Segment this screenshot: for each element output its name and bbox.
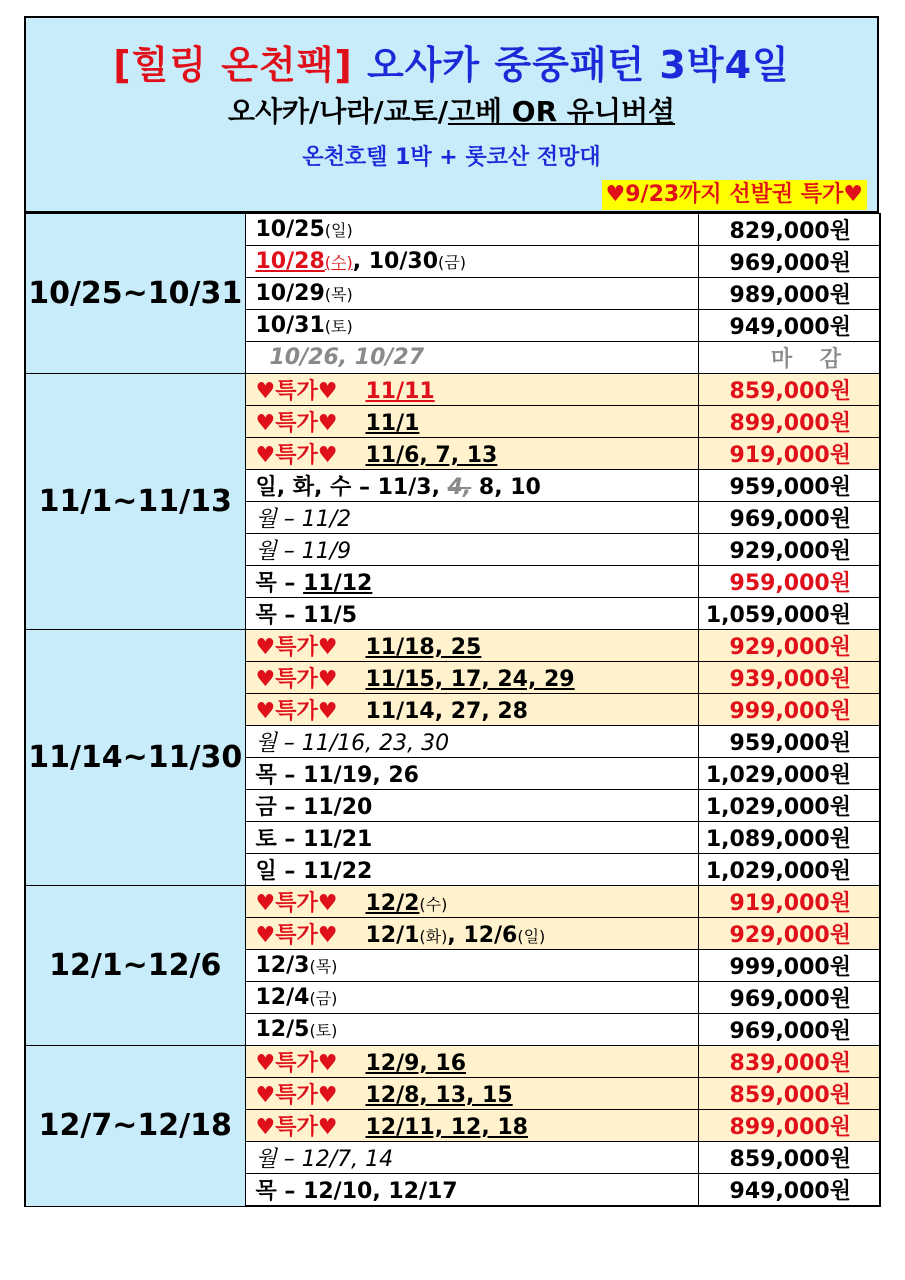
price-cell: 989,000원 [698, 278, 880, 310]
route-part-b: 고베 OR 유니버셜 [447, 95, 676, 128]
special-tag: ♥특가♥ [255, 379, 338, 404]
price-cell: 919,000원 [698, 886, 880, 918]
table-row [25, 374, 880, 406]
period-cell: 10/25~10/31 [25, 214, 245, 374]
date-cell: ♥특가♥ 12/11, 12, 18 [245, 1110, 698, 1142]
price-cell: 949,000원 [698, 310, 880, 342]
price-cell: 929,000원 [698, 918, 880, 950]
date-cell: ♥특가♥ 11/14, 27, 28 [245, 694, 698, 726]
special-tag: ♥특가♥ [255, 1083, 338, 1108]
date-cell: 10/25(일) [245, 214, 698, 246]
price-cell: 859,000원 [698, 374, 880, 406]
special-tag: ♥특가♥ [255, 891, 338, 916]
sheet-header [24, 16, 879, 213]
period-cell: 11/14~11/30 [25, 630, 245, 886]
special-tag: ♥특가♥ [255, 1051, 338, 1076]
price-cell: 829,000원 [698, 214, 880, 246]
date-cell: 금 – 11/20 [245, 790, 698, 822]
date-cell: ♥특가♥ 11/15, 17, 24, 29 [245, 662, 698, 694]
date-cell: 일, 화, 수 – 11/3, 4, 8, 10 [245, 470, 698, 502]
date-cell: 12/5(토) [245, 1014, 698, 1046]
price-cell: 1,089,000원 [698, 822, 880, 854]
price-cell: 999,000원 [698, 950, 880, 982]
title-main: 오사카 중중패턴 3박4일 [367, 43, 790, 87]
date-cell: 목 – 11/19, 26 [245, 758, 698, 790]
price-cell: 969,000원 [698, 502, 880, 534]
date-cell: 10/31(토) [245, 310, 698, 342]
price-table [24, 213, 881, 1207]
price-cell: 899,000원 [698, 1110, 880, 1142]
date-cell: 10/28(수), 10/30(금) [245, 246, 698, 278]
price-cell: 969,000원 [698, 246, 880, 278]
date-cell: ♥특가♥ 11/1 [245, 406, 698, 438]
special-tag: ♥특가♥ [255, 411, 338, 436]
price-cell: 969,000원 [698, 982, 880, 1014]
date-cell: ♥특가♥ 12/2(수) [245, 886, 698, 918]
price-sheet [24, 16, 879, 1207]
price-cell: 959,000원 [698, 566, 880, 598]
date-cell: 목 – 11/12 [245, 566, 698, 598]
sold-out-cell: 마 감 [698, 342, 880, 374]
price-cell: 929,000원 [698, 534, 880, 566]
price-cell: 859,000원 [698, 1078, 880, 1110]
price-cell: 999,000원 [698, 694, 880, 726]
date-cell: ♥특가♥ 12/8, 13, 15 [245, 1078, 698, 1110]
period-cell: 12/1~12/6 [25, 886, 245, 1046]
price-cell: 949,000원 [698, 1174, 880, 1207]
date-cell: 일 – 11/22 [245, 854, 698, 886]
date-cell: ♥특가♥ 11/18, 25 [245, 630, 698, 662]
date-cell: 토 – 11/21 [245, 822, 698, 854]
date-cell: 10/26, 10/27 [245, 342, 698, 374]
period-cell: 11/1~11/13 [25, 374, 245, 630]
date-cell: 월 – 11/9 [245, 534, 698, 566]
special-tag: ♥특가♥ [255, 635, 338, 660]
title-tag: [힐링 온천팩] [113, 43, 353, 87]
special-tag: ♥특가♥ [255, 443, 338, 468]
price-cell: 929,000원 [698, 630, 880, 662]
price-cell: 1,059,000원 [698, 598, 880, 630]
date-cell: ♥특가♥ 11/11 [245, 374, 698, 406]
page-title [26, 34, 877, 89]
date-cell: 10/29(목) [245, 278, 698, 310]
date-cell: 월 – 12/7, 14 [245, 1142, 698, 1174]
date-cell: ♥특가♥ 12/1(화), 12/6(일) [245, 918, 698, 950]
date-cell: 목 – 12/10, 12/17 [245, 1174, 698, 1207]
price-cell: 969,000원 [698, 1014, 880, 1046]
date-cell: 12/3(목) [245, 950, 698, 982]
price-cell: 899,000원 [698, 406, 880, 438]
price-cell: 959,000원 [698, 726, 880, 758]
date-cell: 목 – 11/5 [245, 598, 698, 630]
route-part-a: 오사카/나라/교토/ [227, 95, 448, 128]
hotel-subtitle: 온천호텔 1박 + 롯코산 전망대 [302, 145, 601, 170]
price-cell: 839,000원 [698, 1046, 880, 1078]
date-cell: ♥특가♥ 11/6, 7, 13 [245, 438, 698, 470]
promo-badge: ♥9/23까지 선발권 특가♥ [602, 180, 868, 210]
price-cell: 1,029,000원 [698, 854, 880, 886]
special-tag: ♥특가♥ [255, 923, 338, 948]
table-row [25, 630, 880, 662]
special-tag: ♥특가♥ [255, 667, 338, 692]
table-row [25, 1046, 880, 1078]
date-cell: 12/4(금) [245, 982, 698, 1014]
table-row [25, 214, 880, 246]
table-row [25, 886, 880, 918]
price-cell: 959,000원 [698, 470, 880, 502]
route-subtitle [26, 90, 877, 130]
special-tag: ♥특가♥ [255, 699, 338, 724]
price-cell: 1,029,000원 [698, 790, 880, 822]
special-tag: ♥특가♥ [255, 1115, 338, 1140]
price-cell: 939,000원 [698, 662, 880, 694]
date-cell: 월 – 11/16, 23, 30 [245, 726, 698, 758]
period-cell: 12/7~12/18 [25, 1046, 245, 1207]
price-cell: 919,000원 [698, 438, 880, 470]
price-cell: 859,000원 [698, 1142, 880, 1174]
date-cell: 월 – 11/2 [245, 502, 698, 534]
date-cell: ♥특가♥ 12/9, 16 [245, 1046, 698, 1078]
price-cell: 1,029,000원 [698, 758, 880, 790]
